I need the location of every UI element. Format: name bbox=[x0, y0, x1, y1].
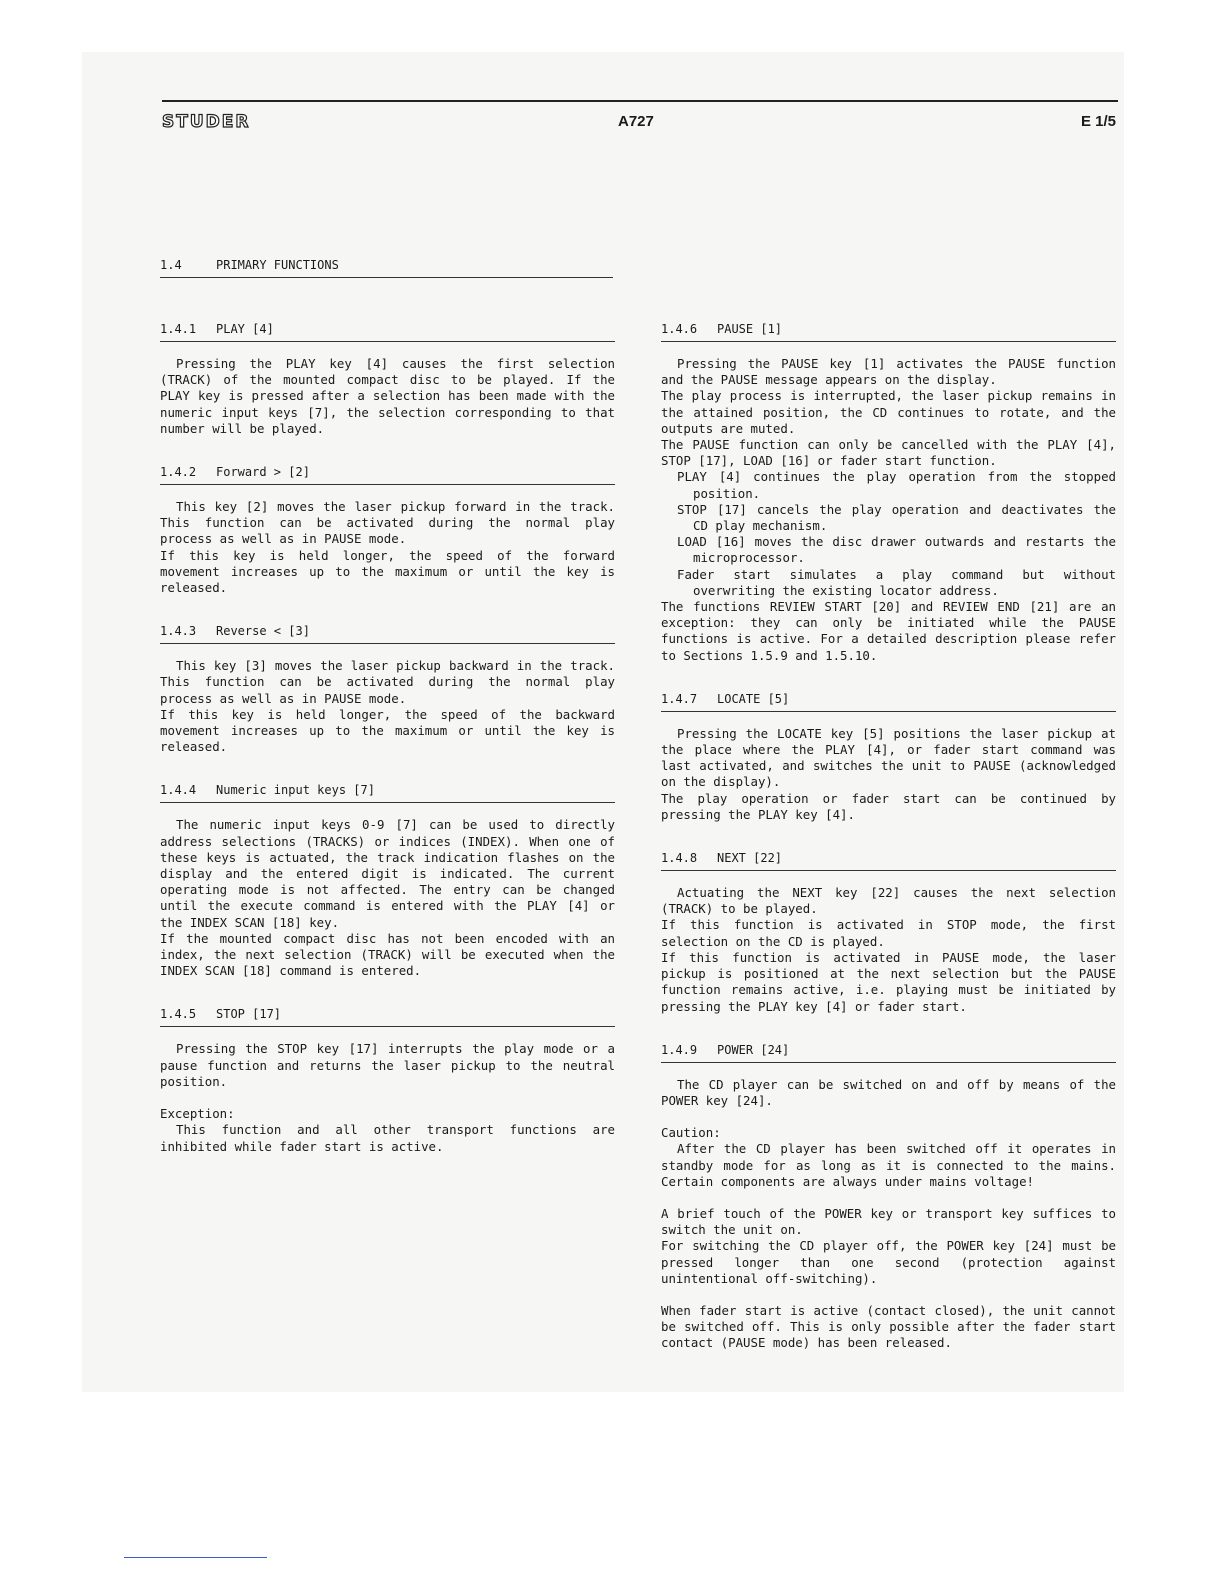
paragraph: If this function is activated in PAUSE mode, the laser pickup is positioned at the next selection but the PAUSE function remains active, i.e. playing must be initiated by pressing the PLAY key [4] or fader start. bbox=[661, 949, 1116, 1014]
spacer bbox=[160, 1090, 615, 1106]
paragraph: When fader start is active (contact closed), the unit cannot be switched off. This is only possible after the fader start contact (PAUSE mode) has been released. bbox=[661, 1302, 1116, 1351]
section-number: 1.4.4 bbox=[160, 783, 197, 798]
spacer bbox=[661, 1287, 1116, 1303]
section-play bbox=[160, 322, 615, 437]
section-stop bbox=[160, 1007, 615, 1154]
spacer bbox=[661, 1190, 1116, 1206]
paragraph: This key [2] moves the laser pickup forward in the track. This function can be activated during the normal play process as well as in PAUSE mode. bbox=[160, 499, 615, 547]
paragraph: Pressing the STOP key [17] interrupts the play mode or a pause function and returns the laser pickup to the neutral position. bbox=[160, 1041, 615, 1089]
list-item: Fader start simulates a play command but without overwriting the existing locator address. bbox=[677, 566, 1116, 598]
list-item: PLAY [4] continues the play operation from the stopped position. bbox=[677, 469, 1116, 501]
chapter-number: 1.4 bbox=[160, 258, 182, 272]
section-numeric-keys bbox=[160, 783, 615, 979]
list-item: LOAD [16] moves the disc drawer outwards and restarts the microprocessor. bbox=[677, 534, 1116, 566]
paragraph: Pressing the PLAY key [4] causes the first selection (TRACK) of the mounted compact disc to be played. If the PLAY key is pressed after a selection has been made with the numeric input keys [7], the selection corresponding to that number will be played. bbox=[160, 356, 615, 436]
section-title: STOP [17] bbox=[216, 1007, 282, 1022]
paragraph: The numeric input keys 0-9 [7] can be used to directly address selections (TRACKS) or indices (INDEX). When one of these keys is actuated, the track indication flashes on the display and the entered digit is indicated. The current operating mode is not affected. The entry can be changed until the execute command is entered with the PLAY [4] or the INDEX SCAN [18] key. bbox=[160, 817, 615, 930]
footnote-rule bbox=[124, 1557, 267, 1558]
section-number: 1.4.6 bbox=[661, 322, 698, 336]
section-heading bbox=[160, 783, 615, 803]
paragraph: Actuating the NEXT key [22] causes the next selection (TRACK) to be played. bbox=[661, 885, 1116, 917]
right-column bbox=[661, 322, 1116, 1380]
studer-logo: STUDER bbox=[162, 112, 251, 132]
paragraph: The play process is interrupted, the laser pickup remains in the attained position, the CD continues to rotate, and the outputs are muted. bbox=[661, 388, 1116, 436]
section-heading bbox=[160, 322, 615, 342]
paragraph: The CD player can be switched on and off by means of the POWER key [24]. bbox=[661, 1076, 1116, 1108]
chapter-title: PRIMARY FUNCTIONS bbox=[216, 258, 339, 272]
spacer bbox=[661, 1109, 1116, 1125]
paragraph: If the mounted compact disc has not been encoded with an index, the next selection (TRACK) will be executed when the INDEX SCAN [18] command is entered. bbox=[160, 930, 615, 979]
section-next bbox=[661, 851, 1116, 1015]
section-title: Numeric input keys [7] bbox=[216, 783, 375, 798]
paragraph: The functions REVIEW START [20] and REVIEW END [21] are an exception: they can only be initiated while the PAUSE functions is active. For a detailed description please refer to Sections 1.5.9 and 1.5.10. bbox=[661, 599, 1116, 663]
section-title: NEXT [22] bbox=[717, 851, 783, 866]
left-column bbox=[160, 322, 615, 1183]
paragraph: If this key is held longer, the speed of the backward movement increases up to the maximum or until the key is released. bbox=[160, 706, 615, 755]
section-number: 1.4.8 bbox=[661, 851, 698, 866]
paragraph: The PAUSE function can only be cancelled with the PLAY [4], STOP [17], LOAD [16] or fader start function. bbox=[661, 437, 1116, 469]
section-title: POWER [24] bbox=[717, 1042, 790, 1057]
section-title: PAUSE [1] bbox=[717, 322, 783, 336]
section-number: 1.4.2 bbox=[160, 465, 197, 480]
paragraph: If this key is held longer, the speed of the forward movement increases up to the maximum or until the key is released. bbox=[160, 547, 615, 596]
section-heading bbox=[661, 851, 1116, 871]
section-title: PLAY [4] bbox=[216, 322, 274, 336]
section-number: 1.4.9 bbox=[661, 1042, 698, 1057]
section-title: Forward > [2] bbox=[216, 465, 310, 480]
section-heading bbox=[661, 322, 1116, 342]
paragraph: Pressing the PAUSE key [1] activates the PAUSE function and the PAUSE message appears on the display. bbox=[661, 356, 1116, 388]
paragraph: The play operation or fader start can be continued by pressing the PLAY key [4]. bbox=[661, 790, 1116, 822]
paragraph: A brief touch of the POWER key or transport key suffices to switch the unit on. bbox=[661, 1205, 1116, 1238]
exception-label: Exception: bbox=[160, 1106, 235, 1122]
paragraph: Pressing the LOCATE key [5] positions the laser pickup at the place where the PLAY [4], or fader start command was last activated, and switches the unit to PAUSE (acknowledged on the display). bbox=[661, 725, 1116, 790]
list-item: STOP [17] cancels the play operation and deactivates the CD play mechanism. bbox=[677, 501, 1116, 534]
section-reverse bbox=[160, 624, 615, 755]
section-locate bbox=[661, 692, 1116, 823]
section-pause bbox=[661, 322, 1116, 664]
section-heading bbox=[160, 1007, 615, 1027]
section-heading bbox=[661, 692, 1116, 712]
paragraph: If this function is activated in STOP mode, the first selection on the CD is played. bbox=[661, 917, 1116, 949]
header-rule bbox=[162, 100, 1118, 102]
page-number: E 1/5 bbox=[1080, 113, 1116, 130]
paragraph: After the CD player has been switched off it operates in standby mode for as long as it is connected to the mains. Certain components are always under mains voltage! bbox=[661, 1141, 1116, 1189]
section-heading bbox=[661, 1043, 1116, 1063]
chapter-heading bbox=[160, 258, 613, 278]
section-number: 1.4.3 bbox=[160, 624, 197, 639]
section-forward bbox=[160, 465, 615, 596]
paragraph: This function and all other transport functions are inhibited while fader start is active. bbox=[160, 1122, 615, 1154]
section-heading bbox=[160, 624, 615, 644]
section-power bbox=[661, 1043, 1116, 1352]
paragraph: For switching the CD player off, the POWER key [24] must be pressed longer than one second (protection against unintentional off-switching). bbox=[661, 1238, 1116, 1286]
model-number: A727 bbox=[618, 113, 654, 130]
caution-label: Caution: bbox=[661, 1125, 721, 1141]
paragraph: This key [3] moves the laser pickup backward in the track. This function can be activated during the normal play process as well as in PAUSE mode. bbox=[160, 658, 615, 706]
section-number: 1.4.7 bbox=[661, 691, 698, 706]
section-title: LOCATE [5] bbox=[717, 691, 790, 706]
section-heading bbox=[160, 465, 615, 485]
section-number: 1.4.1 bbox=[160, 322, 197, 336]
section-number: 1.4.5 bbox=[160, 1007, 197, 1022]
section-title: Reverse < [3] bbox=[216, 624, 310, 639]
